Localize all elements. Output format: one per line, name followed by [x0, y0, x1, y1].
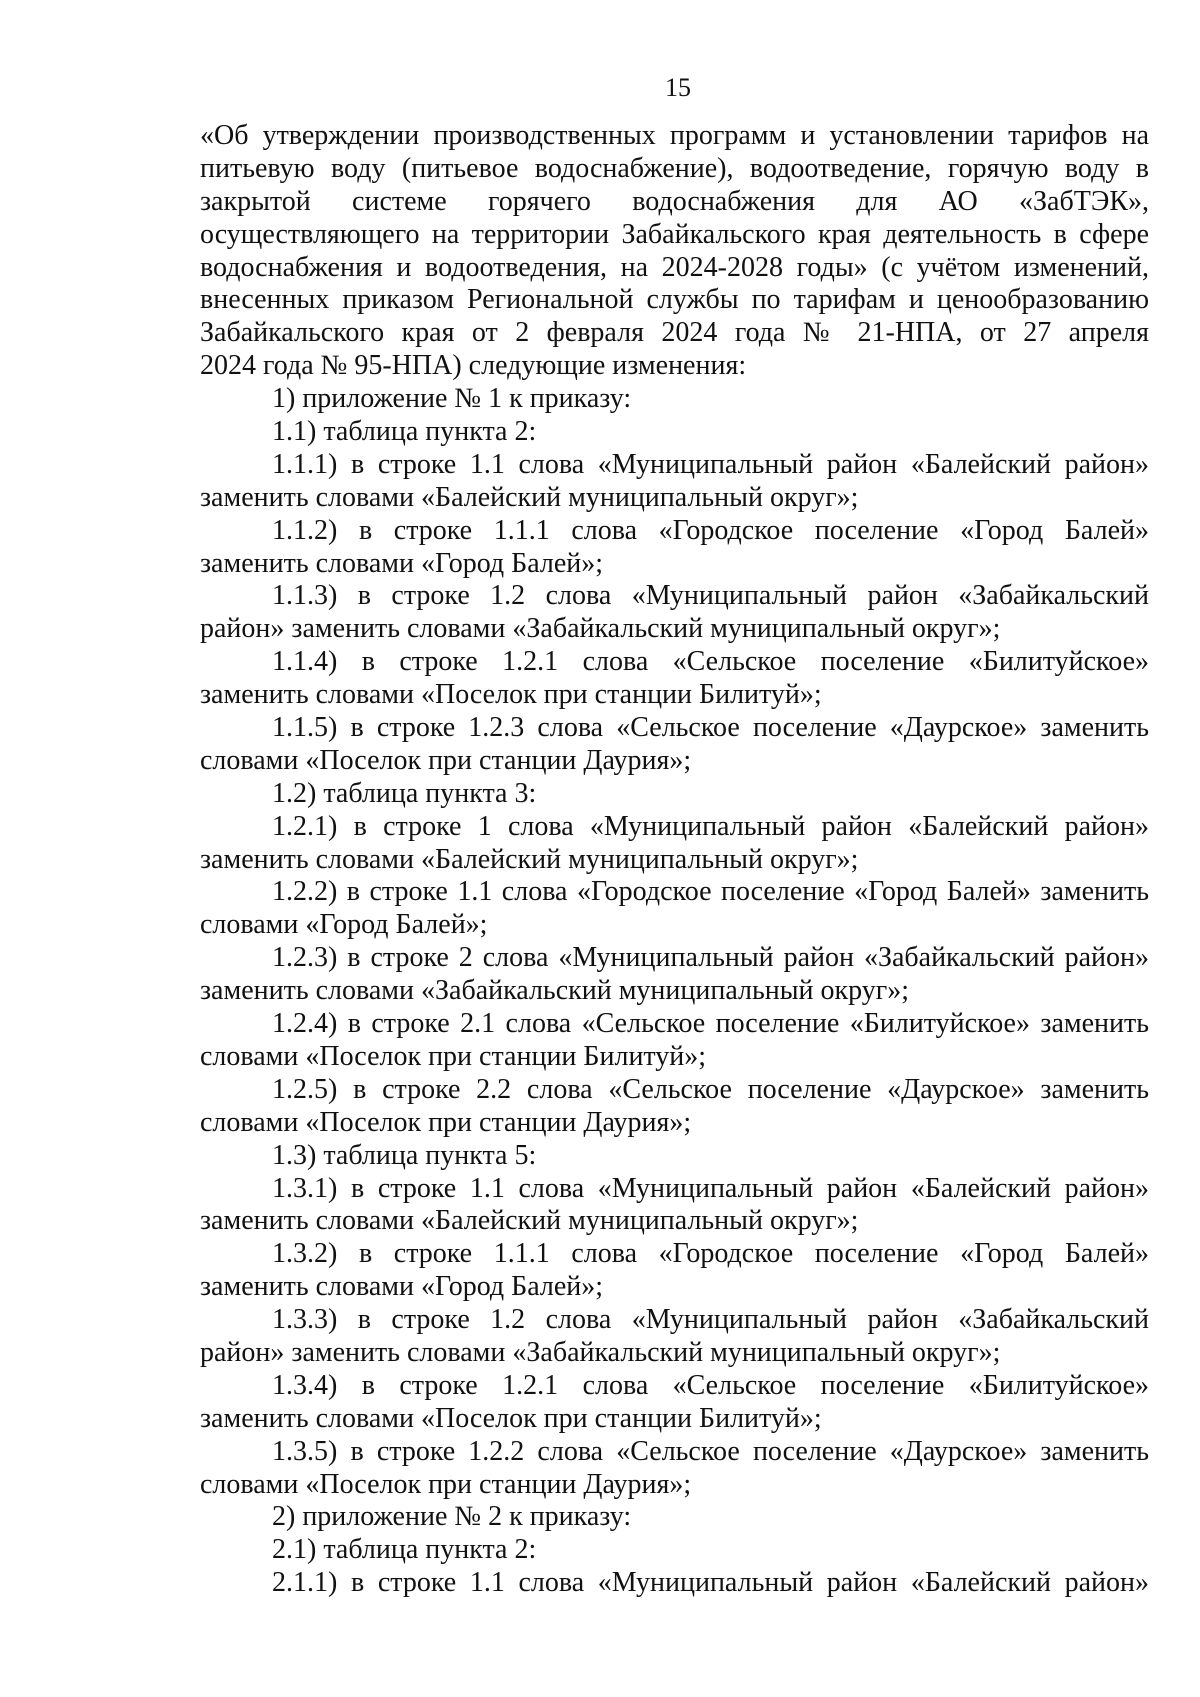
list-item: 1.3.5) в строке 1.2.2 слова «Сельское поселение «Даурское» заменить: [272, 1435, 1149, 1467]
text-line: заменить словами «Город Балей»;: [200, 1271, 604, 1303]
text-line: словами «Поселок при станции Даурия»;: [200, 1468, 692, 1500]
list-item: 1.2) таблица пункта 3:: [272, 777, 537, 809]
list-item: 1.2.1) в строке 1 слова «Муниципальный район «Балейский район»: [272, 810, 1149, 842]
text-line: заменить словами «Балейский муниципальный округ»;: [200, 843, 859, 875]
text-line: словами «Поселок при станции Даурия»;: [200, 744, 692, 776]
list-item: 1.1.3) в строке 1.2 слова «Муниципальный район «Забайкальский: [272, 580, 1149, 612]
list-item: 1.3.1) в строке 1.1 слова «Муниципальный район «Балейский район»: [272, 1172, 1149, 1204]
text-line: район» заменить словами «Забайкальский муниципальный округ»;: [200, 1336, 1001, 1368]
page-number: 15: [665, 73, 691, 102]
text-line: словами «Поселок при станции Билитуй»;: [200, 1040, 707, 1072]
list-item: 2.1.1) в строке 1.1 слова «Муниципальный район «Балейский район»: [272, 1567, 1149, 1599]
text-line: словами «Город Балей»;: [200, 909, 488, 941]
list-item: 1.2.4) в строке 2.1 слова «Сельское поселение «Билитуйское» заменить: [272, 1008, 1149, 1040]
text-line: заменить словами «Город Балей»;: [200, 547, 604, 579]
text-line: заменить словами «Балейский муниципальный округ»;: [200, 1205, 859, 1237]
list-item: 1.3.2) в строке 1.1.1 слова «Городское поселение «Город Балей»: [272, 1238, 1149, 1270]
document-body: [200, 120, 1149, 1600]
text-line: словами «Поселок при станции Даурия»;: [200, 1106, 692, 1138]
text-line: заменить словами «Балейский муниципальный округ»;: [200, 481, 859, 513]
list-item: 2.1) таблица пункта 2:: [272, 1534, 537, 1566]
text-line: заменить словами «Забайкальский муниципальный округ»;: [200, 975, 910, 1007]
list-item: 1.3.3) в строке 1.2 слова «Муниципальный район «Забайкальский: [272, 1304, 1149, 1336]
list-item: 1.1.4) в строке 1.2.1 слова «Сельское поселение «Билитуйское»: [272, 646, 1149, 678]
list-item: 1.3.4) в строке 1.2.1 слова «Сельское поселение «Билитуйское»: [272, 1369, 1149, 1401]
list-item: 1.3) таблица пункта 5:: [272, 1139, 537, 1171]
list-item: 2) приложение № 2 к приказу:: [272, 1501, 632, 1533]
text-line: питьевую воду (питьевое водоснабжение), водоотведение, горячую воду в: [200, 152, 1149, 184]
text-line: заменить словами «Поселок при станции Билитуй»;: [200, 1402, 822, 1434]
list-item: 1.2.2) в строке 1.1 слова «Городское поселение «Город Балей» заменить: [272, 876, 1149, 908]
text-line: «Об утверждении производственных программ и установлении тарифов на: [200, 120, 1149, 151]
text-line: заменить словами «Поселок при станции Билитуй»;: [200, 679, 822, 711]
list-item: 1) приложение № 1 к приказу:: [272, 383, 632, 415]
list-item: 1.1.2) в строке 1.1.1 слова «Городское поселение «Город Балей»: [272, 514, 1149, 546]
text-line: закрытой системе горячего водоснабжения для АО «ЗабТЭК»,: [200, 185, 1149, 217]
list-item: 1.1.1) в строке 1.1 слова «Муниципальный район «Балейский район»: [272, 448, 1149, 480]
list-item: 1.2.3) в строке 2 слова «Муниципальный район «Забайкальский район»: [272, 942, 1149, 974]
list-item: 1.1.5) в строке 1.2.3 слова «Сельское поселение «Даурское» заменить: [272, 712, 1149, 744]
text-line: осуществляющего на территории Забайкальского края деятельность в сфере: [200, 218, 1149, 250]
text-line: водоснабжения и водоотведения, на 2024-2028 годы» (с учётом изменений,: [200, 251, 1149, 283]
text-line: 2024 года № 95-НПА) следующие изменения:: [200, 350, 747, 382]
text-line: внесенных приказом Региональной службы по тарифам и ценообразованию: [200, 284, 1149, 316]
text-line: район» заменить словами «Забайкальский муниципальный округ»;: [200, 613, 1001, 645]
list-item: 1.2.5) в строке 2.2 слова «Сельское поселение «Даурское» заменить: [272, 1073, 1149, 1105]
text-line: Забайкальского края от 2 февраля 2024 года № 21-НПА, от 27 апреля: [200, 317, 1149, 349]
list-item: 1.1) таблица пункта 2:: [272, 416, 537, 448]
